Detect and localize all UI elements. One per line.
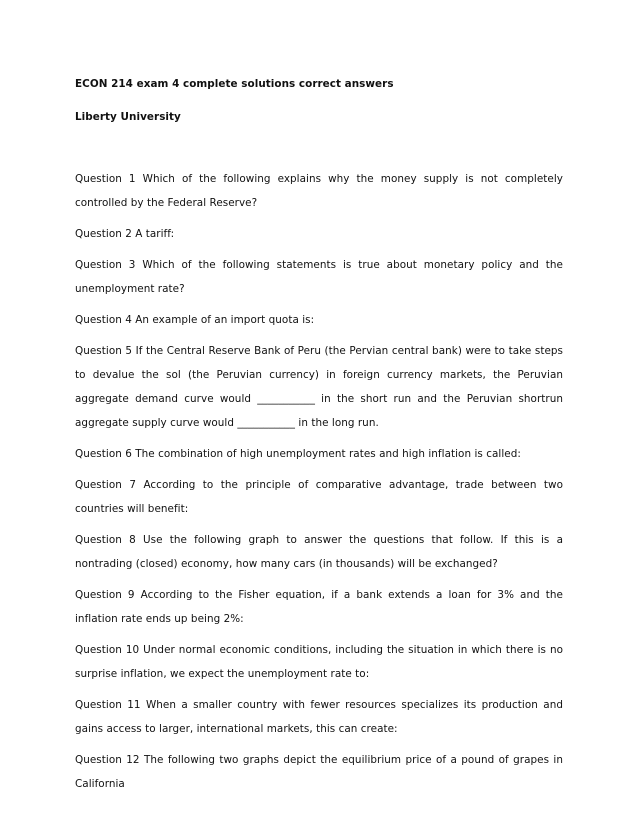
question-8: Question 8 Use the following graph to answer the questions that follow. If this is a nontrading (closed) economy, how many cars (in thousands) will be exchanged? xyxy=(75,534,563,570)
question-12: Question 12 The following two graphs depict the equilibrium price of a pound of grapes in California xyxy=(75,754,563,790)
question-1: Question 1 Which of the following explains why the money supply is not completely controlled by the Federal Reserve? xyxy=(75,173,563,209)
question-2: Question 2 A tariff: xyxy=(75,228,175,240)
question-5: Question 5 If the Central Reserve Bank of Peru (the Pervian central bank) were to take steps to devalue the sol (the Peruvian currency) in foreign currency markets, the Peruvian aggregate demand curve would ___________ in the short run and the Peruvian shortrun aggregate supply curve would ___________ in the long run. xyxy=(75,345,563,429)
question-6: Question 6 The combination of high unemployment rates and high inflation is called: xyxy=(75,448,521,460)
document-page xyxy=(75,0,563,826)
question-7: Question 7 According to the principle of comparative advantage, trade between two countries will benefit: xyxy=(75,479,563,515)
question-4: Question 4 An example of an import quota is: xyxy=(75,314,315,326)
question-11: Question 11 When a smaller country with fewer resources specializes its production and gains access to larger, international markets, this can create: xyxy=(75,699,563,735)
question-3: Question 3 Which of the following statements is true about monetary policy and the unemployment rate? xyxy=(75,259,563,295)
document-title: ECON 214 exam 4 complete solutions correct answers xyxy=(75,78,394,90)
document-subtitle: Liberty University xyxy=(75,111,181,123)
question-10: Question 10 Under normal economic conditions, including the situation in which there is no surprise inflation, we expect the unemployment rate to: xyxy=(75,644,563,680)
question-list xyxy=(75,167,563,803)
question-9: Question 9 According to the Fisher equation, if a bank extends a loan for 3% and the inflation rate ends up being 2%: xyxy=(75,589,563,625)
